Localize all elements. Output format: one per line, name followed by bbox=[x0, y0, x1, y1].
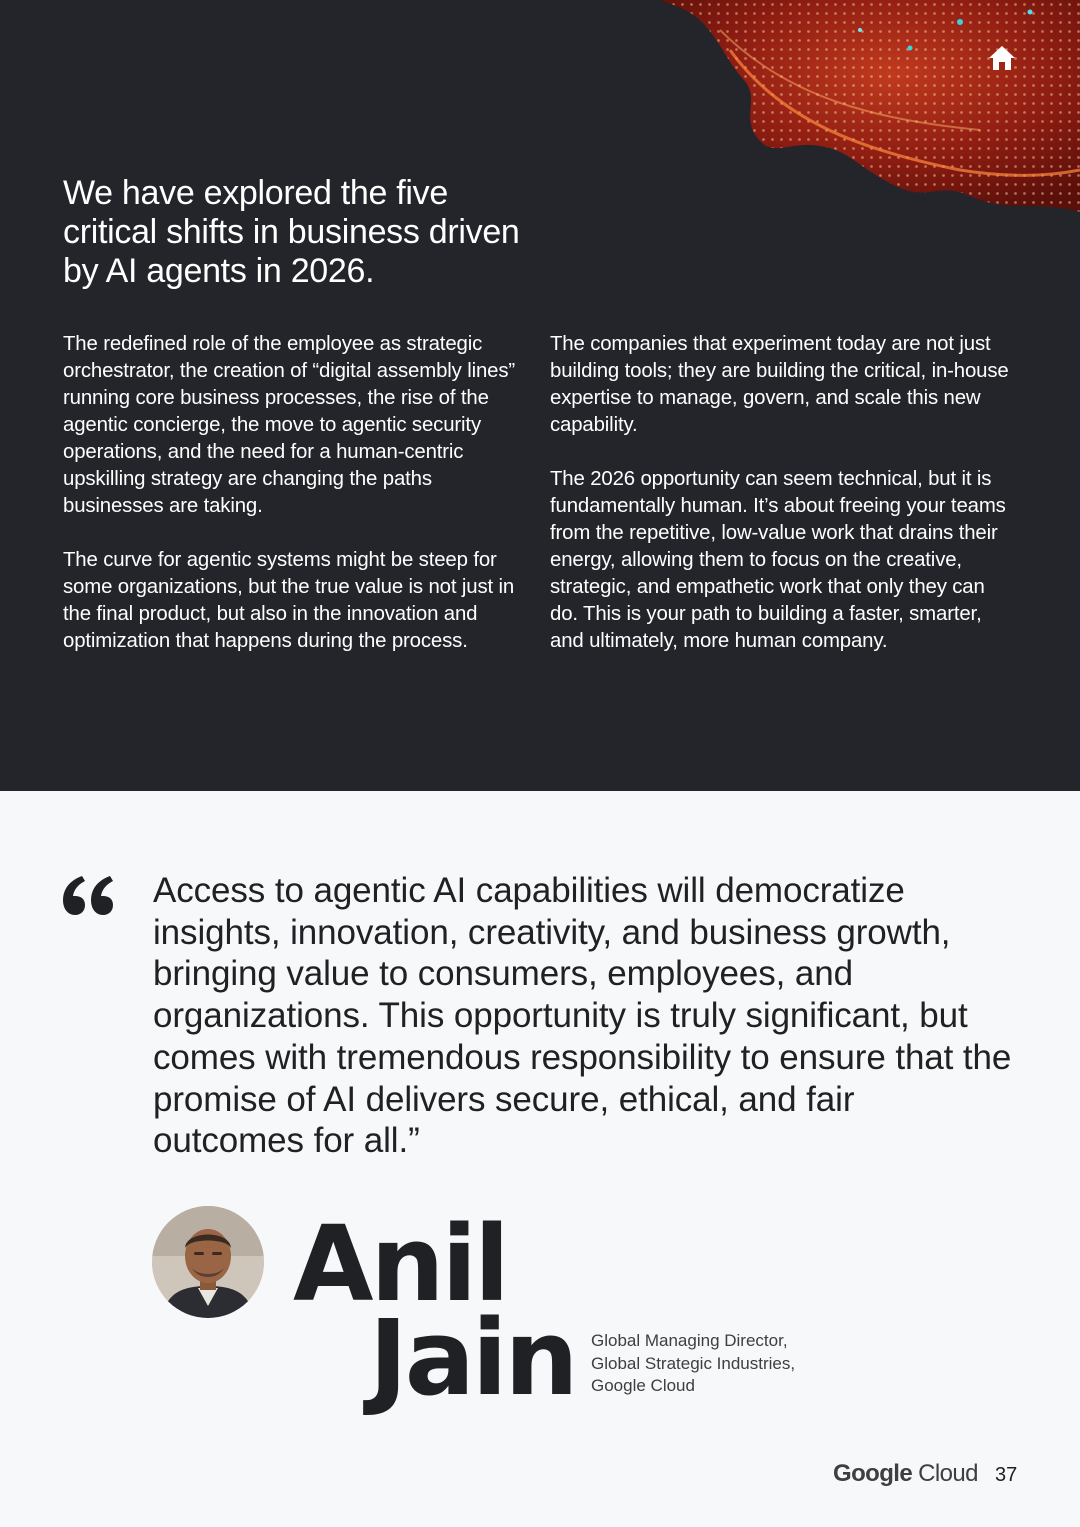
left-paragraph-1: The redefined role of the employee as strategic orchestrator, the creation of “digital assembly lines” running core business processes, the rise of the agentic concierge, the move to agentic security operations, and the need for a human-centric upskilling strategy are changing the paths businesses are taking. bbox=[63, 333, 516, 517]
quote-mark-icon bbox=[62, 876, 114, 916]
author-title bbox=[591, 1330, 795, 1398]
google-cloud-logo bbox=[833, 1459, 978, 1489]
brand-cloud: Cloud bbox=[918, 1460, 978, 1487]
right-paragraph-1: The companies that experiment today are not just building tools; they are building the critical, in-house expertise to manage, govern, and scale this new capability. bbox=[550, 333, 1009, 436]
author-title-line: Global Managing Director, bbox=[591, 1331, 788, 1350]
author-last-name: Jain bbox=[369, 1297, 576, 1419]
page-headline: We have explored the five critical shifts in business driven by AI agents in 2026. bbox=[63, 174, 520, 290]
coral-artwork bbox=[660, 0, 1080, 220]
author-first-name: Anil bbox=[293, 1203, 507, 1325]
left-column bbox=[63, 331, 523, 682]
left-paragraph-2: The curve for agentic systems might be steep for some organizations, but the true value is not just in the final product, but also in the innovation and optimization that happens during the process. bbox=[63, 549, 515, 652]
home-button[interactable] bbox=[984, 40, 1020, 76]
page-number: 37 bbox=[995, 1464, 1018, 1486]
quote-text: Access to agentic AI capabilities will democratize insights, innovation, creativity, and business growth, bringing value to consumers, employees, and organizations. This opportunity is truly significant, but comes with tremendous responsibility to ensure that the promise of AI delivers secure, ethical, and fair outcomes for all.” bbox=[153, 871, 1012, 1161]
right-column bbox=[550, 331, 1010, 682]
brand-google: Google bbox=[833, 1460, 913, 1487]
home-icon bbox=[987, 44, 1017, 72]
author-title-line: Global Strategic Industries, bbox=[591, 1353, 796, 1373]
right-paragraph-2: The 2026 opportunity can seem technical, but it is fundamentally human. It’s about freeing your teams from the repetitive, low-value work that drains their energy, allowing them to focus on the creative, strategic, and empathetic work that only they can do. This is your path to building a faster, smarter, and ultimately, more human company. bbox=[550, 468, 1006, 652]
author-title-line: Google Cloud bbox=[591, 1376, 695, 1395]
author-avatar bbox=[152, 1206, 264, 1318]
